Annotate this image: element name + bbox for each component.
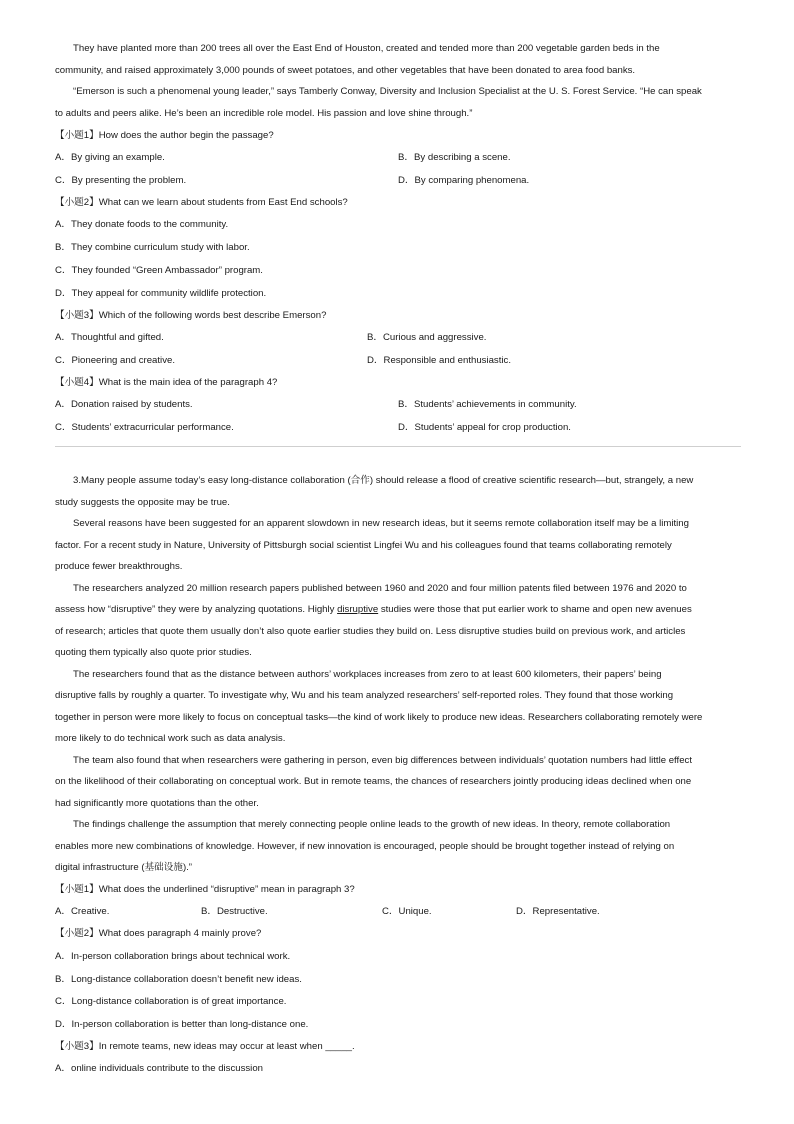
text-span: studies were those that put earlier work to shame and open new avenues <box>378 604 692 615</box>
option-c[interactable]: C．Long-distance collaboration is of great importance. <box>55 996 287 1007</box>
paragraph-line: produce fewer breakthroughs. <box>55 561 183 572</box>
question-stem: 【小题2】What does paragraph 4 mainly prove? <box>55 928 262 939</box>
paragraph-line: digital infrastructure (基础设施).” <box>55 862 193 873</box>
paragraph-line: to adults and peers alike. He’s been an incredible role model. His passion and love shine through.” <box>55 108 473 119</box>
paragraph-line: study suggests the opposite may be true. <box>55 497 230 508</box>
paragraph-line: The researchers found that as the distance between authors’ workplaces increases from zero to at least 600 kilometers, their papers’ being <box>73 669 662 680</box>
option-d[interactable]: D．In-person collaboration is better than long-distance one. <box>55 1019 309 1030</box>
option-b[interactable]: B．They combine curriculum study with labor. <box>55 242 250 253</box>
paragraph-line: together in person were more likely to focus on conceptual tasks—the kind of work likely to produce new ideas. Researchers collaborating remotely were <box>55 712 703 723</box>
question-stem: 【小题3】Which of the following words best describe Emerson? <box>55 310 327 321</box>
option-c[interactable]: C．Pioneering and creative. <box>55 355 175 366</box>
question-stem: 【小题1】What does the underlined “disruptive” mean in paragraph 3? <box>55 884 355 895</box>
paragraph-line: enables more new combinations of knowledge. However, if new innovation is encouraged, people should be brought together instead of relying on <box>55 841 675 852</box>
question-stem: 【小题4】What is the main idea of the paragraph 4? <box>55 377 278 388</box>
option-d[interactable]: D．Representative. <box>516 906 600 917</box>
option-d[interactable]: D．They appeal for community wildlife protection. <box>55 288 267 299</box>
option-a[interactable]: A．Thoughtful and gifted. <box>55 332 164 343</box>
paragraph-line: community, and raised approximately 3,000 pounds of sweet potatoes, and other vegetables that have been donated to area food banks. <box>55 65 636 76</box>
option-d[interactable]: D．By comparing phenomena. <box>398 175 530 186</box>
section-divider <box>55 446 741 447</box>
paragraph-line: They have planted more than 200 trees all over the East End of Houston, created and tended more than 200 vegetable garden beds in the <box>73 43 660 54</box>
paragraph-line: quoting them typically also quote prior studies. <box>55 647 252 658</box>
text-span: assess how “disruptive” they were by analyzing quotations. Highly <box>55 604 338 615</box>
option-b[interactable]: B．Destructive. <box>201 906 268 917</box>
option-c[interactable]: C．Unique. <box>382 906 432 917</box>
option-a[interactable]: A．In-person collaboration brings about technical work. <box>55 951 291 962</box>
option-a[interactable]: A．They donate foods to the community. <box>55 219 229 230</box>
option-b[interactable]: B．Students’ achievements in community. <box>398 399 577 410</box>
paragraph-line: factor. For a recent study in Nature, University of Pittsburgh social scientist Lingfei Wu and his colleagues found that teams collaborating remotely <box>55 540 672 551</box>
question-stem: 【小题3】In remote teams, new ideas may occur at least when _____. <box>55 1041 355 1052</box>
question-stem: 【小题2】What can we learn about students from East End schools? <box>55 197 348 208</box>
underlined-word-disruptive: disruptive <box>337 604 379 615</box>
question-stem: 【小题1】How does the author begin the passage? <box>55 130 274 141</box>
option-a[interactable]: A．Donation raised by students. <box>55 399 193 410</box>
paragraph-line: disruptive falls by roughly a quarter. To investigate why, Wu and his team analyzed researchers’ self-reported roles. They found that those working <box>55 690 674 701</box>
paragraph-line: Several reasons have been suggested for an apparent slowdown in new research ideas, but it seems remote collaboration itself may be a limiting <box>73 518 689 529</box>
option-c[interactable]: C．They founded “Green Ambassador” program. <box>55 265 263 276</box>
option-b[interactable]: B．Long-distance collaboration doesn’t benefit new ideas. <box>55 974 302 985</box>
paragraph-line: on the likelihood of their collaborating on conceptual work. But in remote teams, the chances of researchers jointly producing ideas declined when one <box>55 776 692 787</box>
option-b[interactable]: B．Curious and aggressive. <box>367 332 487 343</box>
paragraph-line: 3.Many people assume today’s easy long-distance collaboration (合作) should release a flood of creative scientific research—but, strangely, a new <box>73 475 694 486</box>
option-b[interactable]: B．By describing a scene. <box>398 152 511 163</box>
option-c[interactable]: C．By presenting the problem. <box>55 175 187 186</box>
option-a[interactable]: A．online individuals contribute to the discussion <box>55 1063 263 1074</box>
option-d[interactable]: D．Students’ appeal for crop production. <box>398 422 571 433</box>
paragraph-line: The team also found that when researchers were gathering in person, even big differences between individuals’ quotation numbers had little effect <box>73 755 692 766</box>
paragraph-line: of research; articles that quote them usually don’t also quote earlier studies they build on. Less disruptive studies build on previous work, and articles <box>55 626 686 637</box>
paragraph-line: The researchers analyzed 20 million research papers published between 1960 and 2020 and four million patents filed between 1976 and 2020 to <box>73 583 687 594</box>
paragraph-line: had significantly more quotations than the other. <box>55 798 259 809</box>
option-a[interactable]: A．By giving an example. <box>55 152 165 163</box>
option-d[interactable]: D．Responsible and enthusiastic. <box>367 355 511 366</box>
option-c[interactable]: C．Students’ extracurricular performance. <box>55 422 234 433</box>
paragraph-line: more likely to do technical work such as data analysis. <box>55 733 286 744</box>
paragraph-line: “Emerson is such a phenomenal young leader,” says Tamberly Conway, Diversity and Inclusion Specialist at the U. S. Forest Service. “He can speak <box>73 86 702 97</box>
option-a[interactable]: A．Creative. <box>55 906 110 917</box>
paragraph-line: The findings challenge the assumption that merely connecting people online leads to the growth of new ideas. In theory, remote collaboration <box>73 819 671 830</box>
paragraph-line <box>55 603 745 617</box>
